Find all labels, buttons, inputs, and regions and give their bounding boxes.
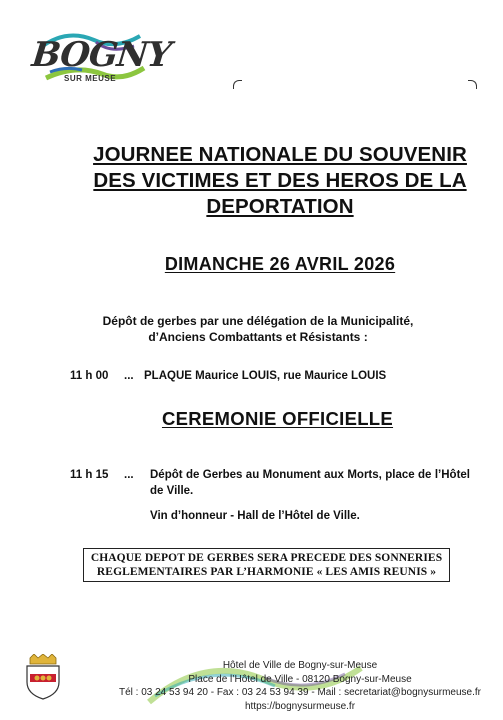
schedule-text: PLAQUE Maurice LOUIS, rue Maurice LOUIS — [144, 370, 387, 382]
title-line-1: JOURNEE NATIONALE DU SOUVENIR — [93, 143, 467, 166]
schedule-item-monument — [70, 467, 470, 503]
schedule-time: 11 h 00 — [70, 370, 109, 382]
page-title — [40, 142, 503, 220]
ceremony-title: CEREMONIE OFFICIELLE — [161, 408, 394, 429]
title-line-2: DES VICTIMES ET DES HEROS DE LA — [93, 169, 467, 192]
schedule-dots: ... — [124, 370, 134, 382]
schedule-dots: ... — [124, 469, 134, 481]
logo-subtitle: SUR MEUSE — [64, 74, 117, 83]
schedule-time: 11 h 15 — [70, 469, 109, 481]
schedule-item-plaque — [70, 368, 470, 386]
notice-box — [83, 548, 450, 582]
notice-line-1: CHAQUE DEPOT DE GERBES SERA PRECEDE DES SONNERIES — [90, 552, 443, 564]
schedule-text: Dépôt de Gerbes au Monument aux Morts, place de l’Hôtel de Ville. — [150, 469, 470, 497]
footer-website-link[interactable]: https://bognysurmeuse.fr — [244, 700, 356, 712]
intro-text — [0, 313, 503, 345]
vin-honneur-text: Vin d’honneur - Hall de l’Hôtel de Ville. — [150, 510, 360, 522]
logo-text: BOGNY — [29, 35, 173, 75]
corner-mark-right — [468, 80, 477, 89]
event-date: DIMANCHE 26 AVRIL 2026 — [164, 254, 396, 274]
corner-mark-left — [233, 80, 242, 89]
footer-line-3: Tél : 03 24 53 94 20 - Fax : 03 24 53 94 39 - Mail : secretariat@bognysurmeuse.fr — [118, 687, 481, 698]
footer — [40, 659, 503, 713]
notice-line-2: REGLEMENTAIRES PAR L’HARMONIE « LES AMIS REUNIS » — [96, 566, 437, 578]
intro-line-1: Dépôt de gerbes par une délégation de la Municipalité, — [102, 314, 414, 328]
footer-line-1: Hôtel de Ville de Bogny-sur-Meuse — [222, 660, 378, 671]
intro-line-2: d’Anciens Combattants et Résistants : — [148, 330, 368, 344]
bogny-logo — [28, 22, 173, 94]
footer-line-2: Place de l’Hôtel de Ville - 08120 Bogny-sur-Meuse — [188, 673, 412, 685]
title-line-3: DEPORTATION — [206, 195, 354, 218]
